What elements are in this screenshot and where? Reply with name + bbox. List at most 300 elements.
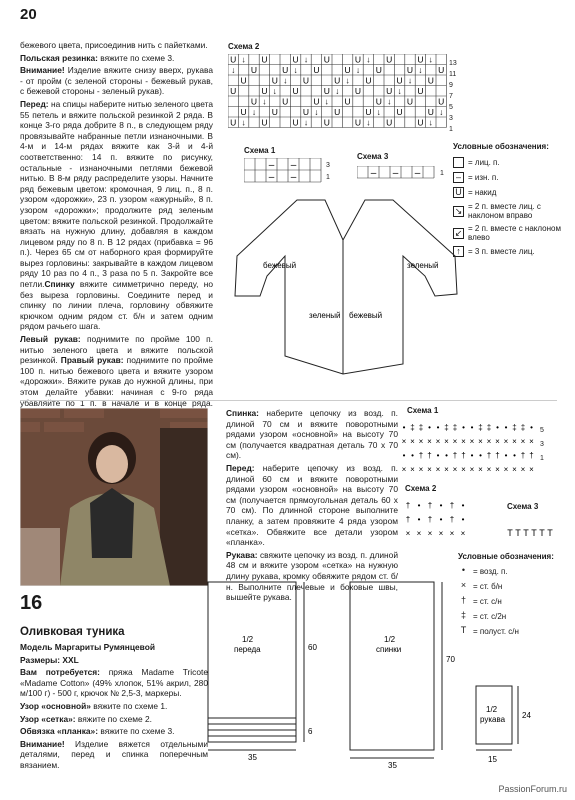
crochet-symbol-icon: × bbox=[478, 437, 483, 446]
stitch-symbol-icon: U bbox=[438, 96, 445, 107]
label: Перед: bbox=[226, 462, 255, 473]
crochet-scheme2 bbox=[402, 496, 472, 540]
crochet-symbol-icon: × bbox=[438, 529, 444, 538]
text: вяжите по схеме 2. bbox=[75, 713, 152, 724]
stitch-symbol-icon: ↓ bbox=[303, 117, 309, 128]
crochet-symbol-icon: • bbox=[530, 423, 533, 432]
crochet-symbol-icon: × bbox=[529, 465, 534, 474]
row-number: 5 bbox=[449, 104, 453, 111]
stitch-symbol-icon: U bbox=[302, 75, 310, 86]
crochet-symbol-icon: • bbox=[470, 423, 474, 432]
crochet-symbol-icon: × bbox=[427, 465, 432, 474]
crochet-symbols bbox=[406, 501, 466, 538]
stitch-symbol-icon: ↓ bbox=[407, 75, 413, 86]
label: Узор «сетка»: bbox=[20, 713, 76, 724]
paragraph bbox=[226, 463, 398, 548]
stitch-symbol-icon: U bbox=[438, 65, 445, 75]
text: наберите цепочку из возд. п. длиной 60 см и вяжите поворотными рядами узором «основной» на высоту 70 см (получается прямоугольная деталь 60 х 70 см). По длинной стороне выполните планку, а затем провяжите 4 ряда узором «сетка». Обвяжите все детали узором «планка». bbox=[226, 462, 398, 548]
stitch-symbol-icon: U bbox=[250, 96, 258, 107]
crochet-symbol-icon: × bbox=[452, 437, 458, 446]
scheme3-grid bbox=[357, 166, 437, 186]
paragraph bbox=[20, 739, 208, 771]
stitch-symbol-icon: U bbox=[261, 86, 268, 96]
crochet-scheme3 bbox=[505, 514, 555, 540]
crochet-symbol-icon: × bbox=[444, 437, 449, 446]
stitch-symbol-icon: ↓ bbox=[439, 107, 444, 117]
label: Польская резинка: bbox=[20, 52, 98, 63]
stitch-symbol-icon: U bbox=[334, 107, 341, 117]
stitch-symbol-icon: U bbox=[406, 65, 414, 75]
crochet-symbol-icon: • bbox=[439, 515, 443, 524]
legend-symbol-icon: ↙ bbox=[454, 227, 463, 238]
stitch-symbol-icon: ↓ bbox=[366, 54, 371, 65]
crochet-symbol-icon: • bbox=[479, 451, 482, 460]
crochet-symbol-icon: × bbox=[478, 465, 483, 474]
stitch-symbol-icon: ↓ bbox=[418, 65, 423, 75]
stitch-symbol-icon: U bbox=[282, 65, 289, 75]
legend-item bbox=[453, 246, 563, 257]
label-green-right: зеленый bbox=[407, 261, 439, 270]
stitch-symbol-icon: ↓ bbox=[397, 86, 402, 96]
scheme2-row-numbers bbox=[449, 58, 457, 135]
crochet-symbol-icon: • bbox=[461, 515, 465, 524]
grid-lines bbox=[357, 166, 434, 179]
crochet-symbol-icon: × bbox=[416, 529, 422, 538]
crochet-symbol-icon: † bbox=[520, 451, 526, 460]
crochet-symbol-icon: • bbox=[417, 515, 421, 524]
legend-symbol-icon: × bbox=[460, 580, 467, 590]
legend-symbol-icon: U bbox=[453, 187, 464, 198]
legend-symbol-icon: – bbox=[453, 172, 464, 183]
crochet-symbol-icon: × bbox=[435, 465, 441, 474]
paragraph bbox=[20, 40, 213, 51]
crochet-symbol-icon: † bbox=[449, 501, 455, 510]
crochet-symbol-icon: × bbox=[529, 437, 534, 446]
paragraph bbox=[20, 667, 208, 699]
stitch-symbol-icon: U bbox=[271, 107, 278, 117]
crochet-symbol-icon: T bbox=[539, 528, 545, 538]
back-width: 35 bbox=[388, 761, 397, 770]
stitch-symbol-icon: ↓ bbox=[241, 54, 246, 65]
crochet-symbol-icon: • bbox=[402, 451, 406, 460]
crochet-scheme3-title: Схема 3 bbox=[507, 502, 539, 511]
row-number: 3 bbox=[449, 115, 453, 122]
scheme3-title: Схема 3 bbox=[357, 152, 389, 161]
sleeve-label: 1/2 bbox=[486, 705, 498, 714]
crochet-symbols bbox=[402, 423, 535, 474]
page-number: 20 bbox=[20, 6, 37, 23]
crochet-symbol-icon: ‡ bbox=[452, 423, 458, 432]
middle-text bbox=[226, 408, 398, 605]
stitch-symbol-icon: U bbox=[240, 75, 247, 86]
model-number: 16 bbox=[20, 592, 43, 614]
paragraph bbox=[20, 726, 208, 737]
sleeve-width: 15 bbox=[488, 755, 497, 764]
crochet-symbol-icon: × bbox=[486, 465, 492, 474]
stitch-symbol-icon: U bbox=[230, 54, 237, 65]
crochet-scheme2-title: Схема 2 bbox=[405, 484, 437, 493]
crochet-symbol-icon: × bbox=[495, 465, 500, 474]
text: вяжите по схеме 1. bbox=[90, 700, 168, 711]
crochet-symbol-icon: † bbox=[529, 451, 534, 460]
stitch-symbol-icon: U bbox=[292, 54, 299, 65]
text: вяжите симметрично переду, но без выреза горловины. Соедините перед и спинку по линии плеча, горловину обвяжите крючком одним рядом ст. б/н и затем одним рядом рачьего шага. bbox=[20, 279, 213, 332]
scheme2-title: Схема 2 bbox=[228, 42, 260, 51]
crochet-symbol-icon: • bbox=[504, 451, 508, 460]
crochet-symbol-icon: × bbox=[401, 465, 407, 474]
text: поднимите по пройме 100 п. нитью бежевого цвета и вяжите узором «дорожки». Вяжите рукав до нужной длины, при этом делайте убавки: начиная с 9-го ряда убавляйте по 1 п. в начале и в конце ряда. bbox=[20, 355, 213, 408]
text: вяжите по схеме 3. bbox=[97, 52, 175, 63]
text: пряжа Madame Tricote «Madame Cotton» (49% хлопок, 51% акрил, 280 м/100 г) - 500 г, крючок № 2,5-3, маркеры. bbox=[20, 667, 208, 699]
crochet-symbol-icon: ‡ bbox=[520, 423, 526, 432]
stitch-symbol-icon: U bbox=[375, 96, 382, 107]
label: Обвязка «планка»: bbox=[20, 726, 99, 737]
stitch-symbol-icon: U bbox=[344, 65, 351, 75]
crochet-symbol-icon: † bbox=[495, 451, 500, 460]
crochet-symbol-icon: • bbox=[436, 451, 440, 460]
crochet-symbol-icon: × bbox=[469, 437, 475, 446]
crochet-symbol-icon: † bbox=[486, 451, 492, 460]
stitch-symbol-icon: U bbox=[313, 96, 320, 107]
sleeve-label: рукава bbox=[480, 715, 506, 724]
text: Изделие вяжется отдельными деталями, перед и спинка поперечным вязанием. bbox=[20, 738, 208, 770]
model-title: Оливковая туника bbox=[20, 626, 125, 638]
stitch-symbol-icon: U bbox=[302, 107, 310, 117]
crochet-symbol-icon: † bbox=[427, 515, 433, 524]
crochet-symbol-icon: × bbox=[444, 465, 449, 474]
stitch-symbol-icon: ↓ bbox=[241, 117, 246, 128]
legend-item bbox=[453, 224, 563, 242]
crochet-symbol-icon: † bbox=[405, 501, 411, 510]
back-label: спинки bbox=[376, 645, 402, 654]
crochet-symbol-icon: × bbox=[503, 465, 509, 474]
label: Рукава: bbox=[226, 549, 258, 560]
legend-item bbox=[453, 187, 563, 198]
front-height: 60 bbox=[308, 643, 317, 652]
text: наберите цепочку из возд. п. длиной 70 см и вяжите поворотными рядами узором «основной» на высоту 70 см (получается квадратная деталь 70 х 70 см). bbox=[226, 408, 398, 461]
crochet-symbol-icon: † bbox=[427, 501, 433, 510]
label: Внимание! bbox=[20, 738, 65, 749]
legend-item bbox=[453, 172, 563, 183]
sleeve-height: 24 bbox=[522, 711, 531, 720]
text: XXL bbox=[60, 654, 79, 665]
paragraph bbox=[20, 334, 213, 419]
crochet-symbol-icon: × bbox=[427, 437, 432, 446]
paragraph bbox=[20, 53, 213, 64]
stitch-symbol-icon: U bbox=[261, 54, 268, 65]
grid-lines bbox=[244, 158, 321, 183]
legend-text: = изн. п. bbox=[468, 173, 499, 182]
section-divider bbox=[20, 400, 557, 401]
legend-symbol-icon: ↘ bbox=[454, 205, 463, 216]
stitch-symbol-icon: U bbox=[406, 96, 414, 107]
scheme1-title: Схема 1 bbox=[244, 146, 276, 155]
crochet-symbol-icon: • bbox=[513, 451, 516, 460]
crochet-symbol-icon: T bbox=[531, 528, 537, 538]
crochet-symbol-icon: × bbox=[495, 437, 500, 446]
legend-item bbox=[453, 202, 563, 220]
stitch-symbol-icon: U bbox=[427, 75, 434, 86]
stitch-symbol-icon: U bbox=[240, 107, 247, 117]
crochet-symbol-icon: • bbox=[402, 423, 406, 432]
crochet-symbol-icon: × bbox=[469, 465, 475, 474]
front-label: 1/2 bbox=[242, 635, 254, 644]
stitch-symbol-icon: U bbox=[282, 96, 289, 107]
stitch-symbol-icon: ↓ bbox=[262, 96, 267, 107]
label: Размеры: bbox=[20, 654, 61, 665]
crochet-symbol-icon: † bbox=[427, 451, 432, 460]
stitch-symbol-icon: ↓ bbox=[387, 96, 392, 107]
crochet-symbol-icon: † bbox=[449, 515, 455, 524]
stitch-symbol-icon: U bbox=[396, 107, 403, 117]
text: Изделие вяжите снизу вверх, рукава - от пройм (с зеленой стороны - бежевый рукав, с бежевой стороны - зеленый рукав). bbox=[20, 65, 213, 97]
crochet-symbol-icon: • bbox=[470, 451, 474, 460]
stitch-symbol-icon: U bbox=[323, 86, 330, 96]
front-placket-height: 6 bbox=[308, 727, 313, 736]
crochet-symbol-icon: × bbox=[486, 437, 492, 446]
crochet-symbol-icon: × bbox=[405, 529, 411, 538]
label: Спинка: bbox=[226, 408, 259, 418]
label-green-left: зеленый bbox=[309, 311, 341, 320]
label: Узор «основной» bbox=[20, 700, 91, 711]
legend-symbol-icon: • bbox=[461, 565, 466, 575]
label: Левый рукав: bbox=[20, 334, 81, 345]
legend-title: Условные обозначения: bbox=[458, 552, 554, 561]
row-number: 1 bbox=[326, 174, 330, 181]
crochet-symbol-icon: • bbox=[411, 451, 414, 460]
crochet-symbols bbox=[507, 528, 553, 538]
crochet-symbol-icon: ‡ bbox=[478, 423, 483, 432]
paragraph bbox=[20, 714, 208, 725]
stitch-symbol-icon: ↓ bbox=[231, 65, 236, 75]
label: Вам потребуется: bbox=[20, 667, 100, 678]
stitch-symbol-icon: U bbox=[396, 75, 403, 86]
crochet-symbol-icon: † bbox=[418, 451, 424, 460]
text: поднимите по пройме 100 п. нитью зеленого цвета и вяжите польской резинкой. bbox=[20, 334, 213, 366]
row-number: 7 bbox=[449, 93, 453, 100]
crochet-symbol-icon: T bbox=[547, 528, 553, 538]
legend-item bbox=[453, 157, 563, 168]
stitch-symbol-icon: ↓ bbox=[355, 65, 361, 75]
crochet-symbol-icon: × bbox=[410, 437, 415, 446]
stitch-symbol-icon: U bbox=[417, 117, 424, 128]
watermark: PassionForum.ru bbox=[498, 784, 567, 794]
stitch-symbol-icon: U bbox=[354, 86, 362, 96]
crochet-symbol-icon: × bbox=[461, 437, 466, 446]
legend-top bbox=[453, 142, 563, 261]
stitch-symbol-icon: ↓ bbox=[335, 86, 340, 96]
scheme1-grid bbox=[244, 158, 324, 190]
crochet-symbol-icon: † bbox=[461, 451, 466, 460]
text: бежевого цвета, присоединив нить с пайетками. bbox=[20, 40, 208, 50]
crochet-symbol-icon: • bbox=[462, 423, 465, 432]
crochet-symbol-icon: T bbox=[523, 528, 529, 538]
stitch-symbol-icon: U bbox=[261, 117, 268, 128]
crochet-symbol-icon: × bbox=[401, 437, 407, 446]
row-number: 3 bbox=[540, 441, 544, 448]
crochet-symbol-icon: × bbox=[427, 529, 433, 538]
paragraph bbox=[20, 99, 213, 332]
stitch-symbol-icon: ↓ bbox=[376, 107, 381, 117]
stitch-symbol-icon: U bbox=[386, 54, 393, 65]
crochet-symbol-icon: T bbox=[515, 528, 521, 538]
stitch-symbol-icon: U bbox=[417, 54, 424, 65]
legend-text: = полуст. с/н bbox=[473, 627, 519, 636]
legend-symbol-icon: ↑ bbox=[453, 246, 464, 257]
legend-text: = 2 п. вместе с наклоном влево bbox=[468, 224, 561, 242]
legend-text: = 3 п. вместе лиц. bbox=[468, 247, 535, 256]
label: Внимание! bbox=[20, 65, 65, 76]
legend-text: = возд. п. bbox=[473, 567, 508, 576]
row-number: 13 bbox=[449, 60, 457, 67]
stitch-symbol-icon: – bbox=[268, 160, 275, 171]
label-beige-left: бежевый bbox=[263, 261, 297, 270]
garment-outline bbox=[235, 200, 457, 374]
stitch-symbol-icon: ↓ bbox=[314, 107, 319, 117]
stitch-symbol-icon: U bbox=[250, 65, 258, 75]
legend-text: = ст. б/н bbox=[473, 582, 503, 591]
stitch-symbol-icon: U bbox=[354, 54, 362, 65]
stitch-symbol-icon: U bbox=[230, 117, 237, 128]
legend-text: = ст. с/2н bbox=[473, 612, 507, 621]
model-photo bbox=[20, 408, 208, 586]
stitch-symbol-icon: U bbox=[386, 117, 393, 128]
label: Правый рукав: bbox=[60, 355, 124, 366]
legend-symbol-icon: † bbox=[460, 595, 466, 605]
pattern-pieces bbox=[200, 578, 557, 774]
stitch-symbol-icon: U bbox=[427, 107, 434, 117]
photo-illustration bbox=[20, 408, 208, 586]
crochet-symbol-icon: × bbox=[461, 465, 466, 474]
crochet-scheme1-rows bbox=[540, 424, 544, 466]
legend-symbol-icon bbox=[453, 157, 464, 168]
garment-diagram bbox=[225, 196, 460, 386]
stitch-symbol-icon: – bbox=[290, 172, 297, 183]
paragraph bbox=[20, 65, 213, 97]
row-number: 9 bbox=[449, 82, 453, 89]
crochet-symbol-icon: × bbox=[410, 465, 415, 474]
crochet-symbol-icon: × bbox=[503, 437, 509, 446]
model-specs bbox=[20, 642, 208, 773]
row-number: 1 bbox=[540, 455, 544, 462]
stitch-symbol-icon: U bbox=[365, 107, 372, 117]
stitch-symbol-icon: U bbox=[313, 65, 320, 75]
crochet-symbol-icon: ‡ bbox=[486, 423, 492, 432]
crochet-symbol-icon: × bbox=[435, 437, 441, 446]
stitch-symbol-icon: U bbox=[354, 117, 362, 128]
stitch-symbol-icon: U bbox=[386, 86, 393, 96]
front-label: переда bbox=[234, 645, 261, 654]
crochet-symbol-icon: • bbox=[439, 501, 443, 510]
stitch-symbol-icon: U bbox=[323, 117, 330, 128]
stitch-symbol-icon: – bbox=[414, 168, 421, 179]
stitch-symbol-icon: – bbox=[268, 172, 275, 183]
label: Спинку bbox=[44, 279, 75, 290]
stitch-symbol-icon: U bbox=[334, 75, 341, 86]
back-height: 70 bbox=[446, 655, 455, 664]
legend-item bbox=[458, 566, 563, 577]
stitch-symbol-icon: U bbox=[344, 96, 351, 107]
crochet-symbol-icon: × bbox=[520, 437, 526, 446]
crochet-symbol-icon: × bbox=[418, 437, 424, 446]
stitch-symbol-icon: ↓ bbox=[428, 54, 433, 65]
grid-lines bbox=[228, 54, 446, 128]
stitch-symbol-icon: U bbox=[417, 86, 424, 96]
row-number: 1 bbox=[449, 126, 453, 133]
paragraph bbox=[20, 655, 208, 666]
legend-symbol-icon: ‡ bbox=[460, 610, 466, 620]
paragraph bbox=[226, 408, 398, 461]
stitch-symbol-icon: ↓ bbox=[345, 75, 350, 86]
back-label: 1/2 bbox=[384, 635, 396, 644]
crochet-symbol-icon: × bbox=[512, 437, 517, 446]
author: Модель Маргариты Румянцевой bbox=[20, 642, 155, 652]
text: свяжите цепочку из возд. п. длиной 48 см и вяжите узором «сетка» на нужную длину рукава, кромку обвяжите рядом ст. б/н. Выполните плечевые и боковые швы, вышейте рукава. bbox=[226, 549, 398, 603]
stitch-symbol-icon: ↓ bbox=[324, 96, 329, 107]
stitch-symbol-icon: U bbox=[230, 86, 237, 96]
legend-text: = ст. с/н bbox=[473, 597, 502, 606]
crochet-symbol-icon: • bbox=[504, 423, 508, 432]
text: на спицы наберите нитью зеленого цвета 55 петель и вяжите польской резинкой 2 ряда. В конце 3-го ряда добрите 8 п., в следующем ряду провязывайте набранные петли изнаночными. В 4-м и 14-м рядах вяжите как 3-й и 4-й соответственно: 14 п. вяжите по рисунку, остальные - изнаночными петлями бежевой нитью. В 8-м ряду распределите узоры. Начните ряд бежевым цветом: кромочная, 9 лиц. п., 8 п. узором «дорожки», 23 п. узором «ажурный», 8 п. узором «дорожки»; продолжите ряд зеленым цветом: вяжите польской резинкой. Продолжайте вязать на нужную длину, добавляя в каждом лицевом ряду по 8 п. В 12 рядах (прибавка = 96 п.). Через 65 см от наборного края формируйте вырез горловины: закрывайте в каждом лицевом ряду 10 раз по 4 п., 3 раза по 5 п. Закройте все петли. bbox=[20, 98, 213, 290]
stitch-symbol-icon: U bbox=[292, 117, 299, 128]
stitch-symbol-icon: – bbox=[370, 168, 377, 179]
legend-symbol-icon: T bbox=[460, 625, 467, 635]
crochet-scheme1-title: Схема 1 bbox=[407, 406, 439, 415]
stitch-symbol-icon: ↓ bbox=[283, 75, 288, 86]
crochet-symbol-icon: × bbox=[520, 465, 526, 474]
label: Перед: bbox=[20, 98, 49, 109]
stitch-symbol-icon: – bbox=[290, 160, 297, 171]
crochet-symbol-icon: † bbox=[452, 451, 458, 460]
crochet-symbol-icon: † bbox=[405, 515, 411, 524]
scheme3-row-number: 1 bbox=[440, 170, 444, 177]
stitch-symbol-icon: U bbox=[292, 86, 299, 96]
crochet-symbol-icon: • bbox=[428, 423, 431, 432]
scheme1-row-numbers bbox=[326, 160, 330, 184]
stitch-symbol-icon: ↓ bbox=[428, 117, 433, 128]
crochet-symbol-icon: • bbox=[436, 423, 440, 432]
stitch-symbol-icon: U bbox=[375, 65, 382, 75]
crochet-symbol-icon: • bbox=[461, 501, 465, 510]
back-piece bbox=[350, 582, 434, 750]
stitch-symbol-icon: ↓ bbox=[293, 65, 298, 75]
legend-text: = накид bbox=[468, 188, 497, 197]
stitch-symbol-icon: – bbox=[392, 168, 399, 179]
row-number: 5 bbox=[540, 427, 544, 434]
stitch-symbol-icon: U bbox=[271, 75, 278, 86]
crochet-symbol-icon: T bbox=[507, 528, 513, 538]
top-left-text bbox=[20, 40, 213, 421]
stitch-symbol-icon: ↓ bbox=[251, 107, 257, 117]
crochet-symbol-icon: × bbox=[449, 529, 455, 538]
legend-text: = лиц. п. bbox=[468, 158, 500, 167]
paragraph bbox=[20, 701, 208, 712]
legend-text: = 2 п. вместе лиц. с наклоном вправо bbox=[468, 202, 541, 220]
stitch-symbol-icon: ↓ bbox=[272, 86, 277, 96]
crochet-symbol-icon: × bbox=[452, 465, 458, 474]
crochet-symbol-icon: × bbox=[512, 465, 517, 474]
stitch-symbol-icon: ↓ bbox=[303, 54, 309, 65]
crochet-symbol-icon: × bbox=[460, 529, 466, 538]
legend-list bbox=[453, 157, 563, 257]
stitch-symbol-icon: U bbox=[365, 75, 372, 86]
crochet-symbol-icon: ‡ bbox=[512, 423, 517, 432]
crochet-scheme1 bbox=[398, 418, 538, 476]
stitch-symbol-icon: U bbox=[323, 54, 330, 65]
crochet-symbol-icon: • bbox=[496, 423, 499, 432]
crochet-symbol-icon: ‡ bbox=[444, 423, 449, 432]
text: вяжите по схеме 3. bbox=[98, 726, 175, 737]
